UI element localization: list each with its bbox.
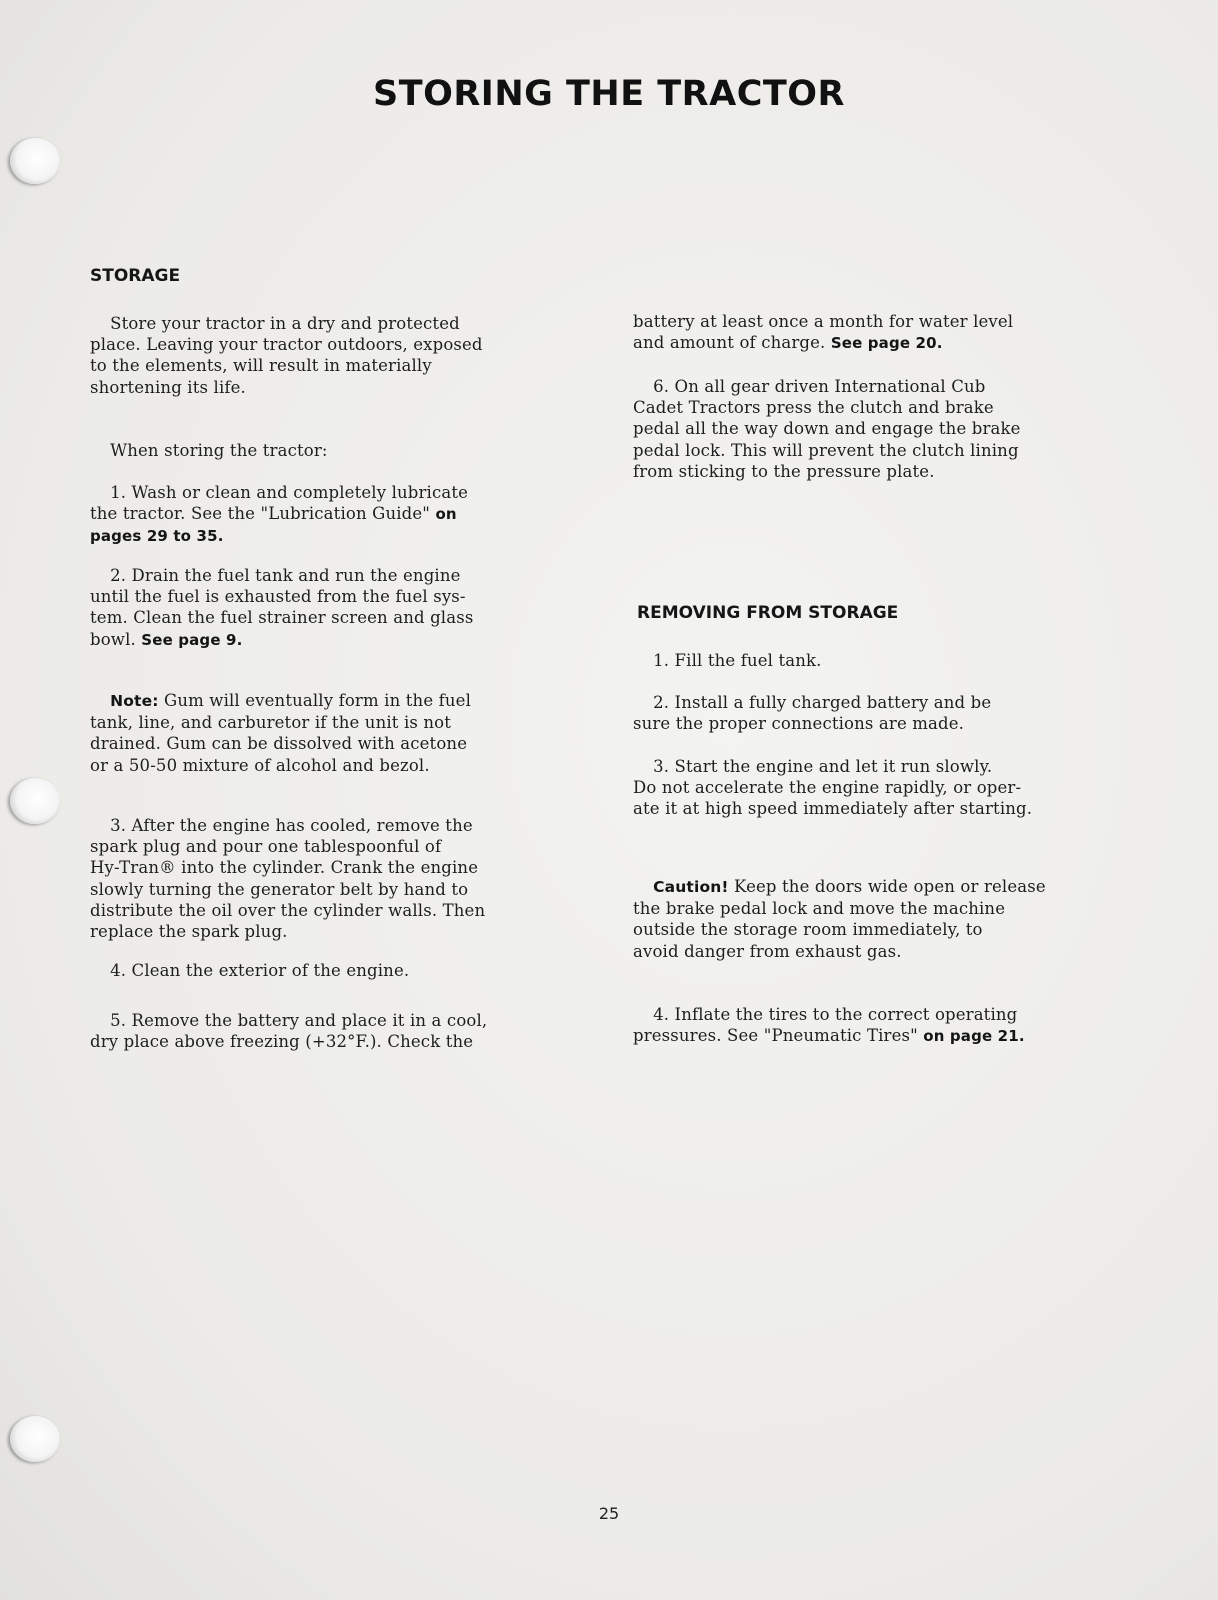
removing-caution	[633, 876, 1153, 962]
page-title: STORING THE TRACTOR	[373, 74, 845, 114]
binder-hole-bottom	[10, 1416, 60, 1462]
removing-step-1-text: 1. Fill the fuel tank.	[653, 651, 822, 670]
storage-when	[90, 440, 610, 461]
caution-label: Caution!	[653, 878, 729, 896]
page-number: 25	[598, 1504, 620, 1523]
storage-step-2-text: 2. Drain the fuel tank and run the engine until the fuel is exhausted from the fuel sys- tem. Clean the fuel strainer screen and glass bowl.	[90, 566, 474, 649]
removing-step-3	[633, 756, 1153, 820]
binder-hole-top	[10, 138, 60, 184]
storage-step-3	[90, 815, 610, 942]
removing-step-4-ref: on page 21.	[923, 1027, 1025, 1046]
storage-step-5-ref: See page 20.	[830, 334, 943, 353]
removing-step-2	[633, 692, 1153, 734]
caution-text: Keep the doors wide open or release the brake pedal lock and move the machine outside the storage room immediately, to avoid danger from exhaust gas.	[633, 877, 1046, 961]
storage-heading: STORAGE	[90, 266, 181, 286]
removing-step-1	[633, 650, 1153, 671]
storage-intro-text: Store your tractor in a dry and protected place. Leaving your tractor outdoors, exposed to the elements, will result in materially shortening its life.	[90, 314, 483, 397]
storage-intro	[90, 313, 610, 398]
storage-step-1-ref-on: on	[435, 505, 457, 524]
removing-step-4	[633, 1004, 1153, 1047]
removing-step-2-text: 2. Install a fully charged battery and be sure the proper connections are made.	[633, 693, 992, 734]
storage-step-2	[90, 565, 610, 651]
storage-step-5-cont-text: battery at least once a month for water level and amount of charge.	[633, 312, 1014, 353]
binder-hole-middle	[10, 778, 60, 824]
storage-step-5-text: 5. Remove the battery and place it in a cool, dry place above freezing (+32°F.). Check the	[90, 1011, 488, 1052]
storage-step-3-text: 3. After the engine has cooled, remove the spark plug and pour one tablespoonful of Hy-Tran® into the cylinder. Crank the engine slowly turning the generator belt by hand to distribute the oil over the cylinder walls. Then replace the spark plug.	[90, 816, 486, 942]
removing-heading: REMOVING FROM STORAGE	[637, 603, 899, 623]
note-label: Note:	[110, 692, 159, 710]
note-text: Gum will eventually form in the fuel tank, line, and carburetor if the unit is not drained. Gum can be dissolved with acetone or a 50-50 mixture of alcohol and bezol.	[90, 691, 472, 775]
storage-step-1-text: 1. Wash or clean and completely lubricate the tractor. See the "Lubrication Guide"	[90, 483, 469, 524]
storage-step-4-text: 4. Clean the exterior of the engine.	[110, 961, 410, 980]
storage-step-6-text: 6. On all gear driven International Cub Cadet Tractors press the clutch and brake pedal all the way down and engage the brake pedal lock. This will prevent the clutch lining from sticking to the pressure plate.	[633, 377, 1021, 481]
storage-when-text: When storing the tractor:	[110, 441, 328, 460]
storage-step-4	[90, 960, 610, 981]
storage-step-6	[633, 376, 1153, 482]
storage-step-2-ref: See page 9.	[141, 630, 243, 649]
removing-step-3-text: 3. Start the engine and let it run slowly. Do not accelerate the engine rapidly, or oper- ate it at high speed immediately after starting.	[633, 757, 1033, 819]
removing-step-4-text: 4. Inflate the tires to the correct operating pressures. See "Pneumatic Tires"	[633, 1005, 1018, 1046]
storage-step-1-ref-pages: pages 29 to 35.	[90, 527, 224, 546]
storage-note	[90, 690, 610, 776]
storage-step-5	[90, 1010, 610, 1052]
storage-step-1	[90, 482, 610, 548]
storage-step-5-continued	[633, 311, 1153, 354]
